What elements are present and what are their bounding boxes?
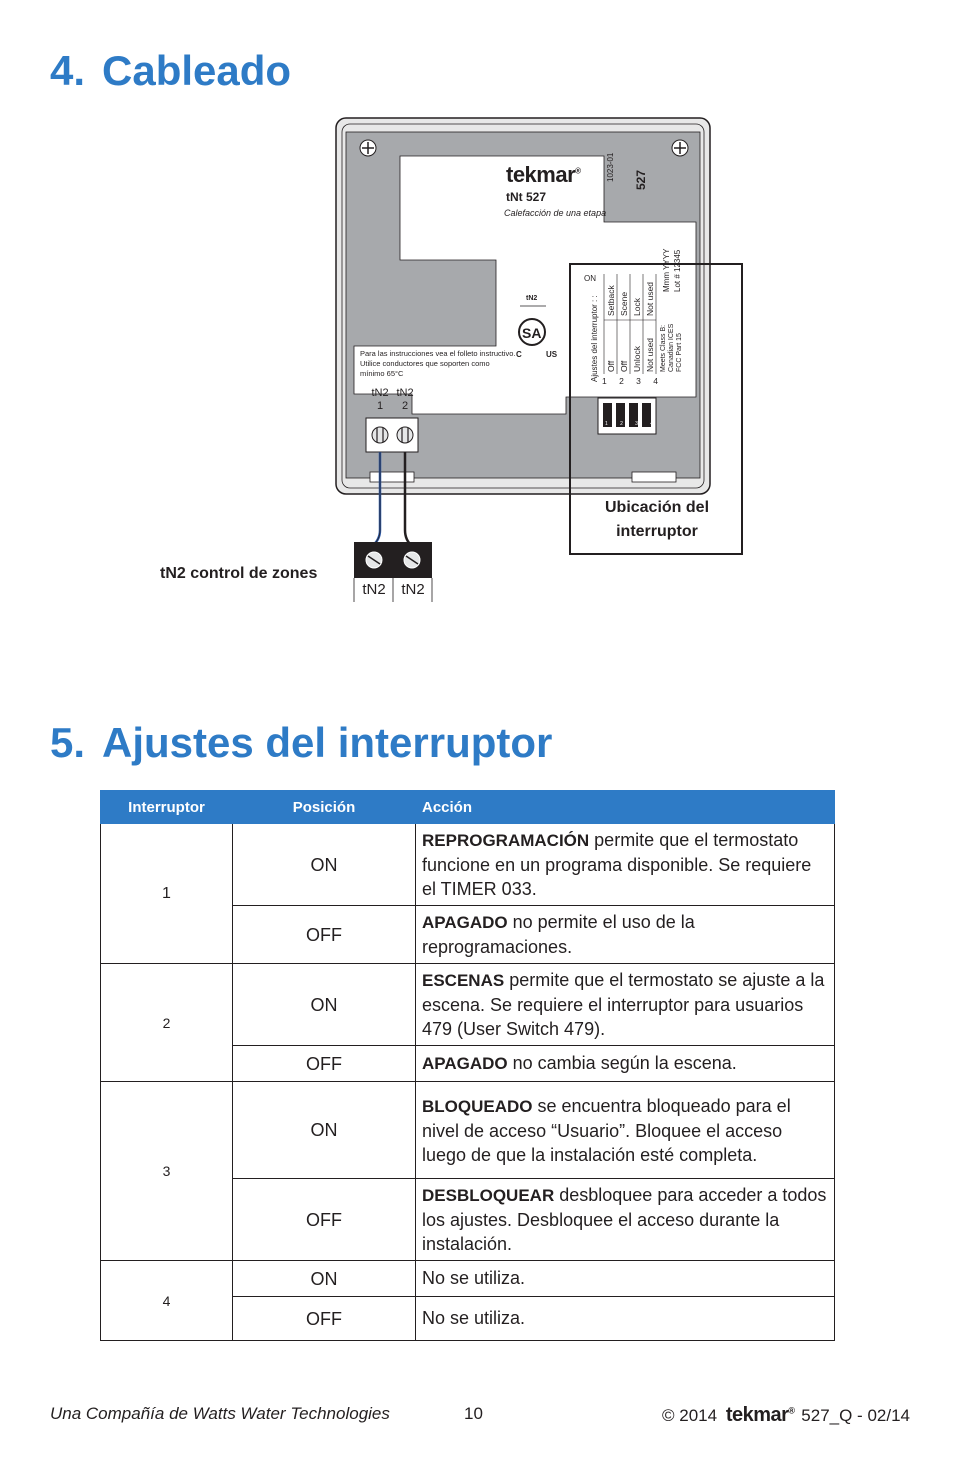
terminal-2-label: tN2 2 xyxy=(396,387,414,412)
zone-terminal-1-label: tN2 xyxy=(362,581,386,598)
position-cell: OFF xyxy=(233,906,416,964)
section-number: 5. xyxy=(50,719,86,766)
brand-logo: tekmar® xyxy=(725,1404,795,1426)
position-cell: ON xyxy=(233,964,416,1046)
switch-cell: 3 xyxy=(101,1082,233,1261)
section-5-heading xyxy=(50,719,553,766)
header-action: Acción xyxy=(416,791,835,824)
terminal-1-label: tN2 1 xyxy=(371,387,389,412)
section-title: Ajustes del interruptor xyxy=(102,719,553,766)
dip-on-label-4: Not used xyxy=(645,281,655,316)
action-cell: ESCENAS permite que el termostato se ajuste a la escena. Se requiere el interruptor para usuarios 479 (User Switch 479). xyxy=(416,964,835,1046)
header-switch: Interruptor xyxy=(101,791,233,824)
zone-terminal-2-label: tN2 xyxy=(401,581,425,598)
position-cell: OFF xyxy=(233,1046,416,1082)
brand-logo: tekmar® xyxy=(506,162,581,187)
csa-logo-icon xyxy=(519,319,545,345)
section-title: Cableado xyxy=(102,47,292,94)
code-label: 1023-01 xyxy=(606,152,615,182)
action-cell: No se utiliza. xyxy=(416,1297,835,1341)
action-cell: BLOQUEADO se encuentra bloqueado para el nivel de acceso “Usuario”. Bloquee el acceso luego de que la instalación esté completa. xyxy=(416,1082,835,1179)
dip-off-label-1: Off xyxy=(606,360,616,372)
table-row xyxy=(101,1261,835,1297)
position-cell: ON xyxy=(233,824,416,906)
table-header-row xyxy=(101,791,835,824)
dip-on-label-1: Setback xyxy=(606,285,616,316)
page-number: 10 xyxy=(464,1404,483,1423)
date-label: Mmm YYYY xyxy=(662,248,671,292)
action-cell: APAGADO no cambia según la escena. xyxy=(416,1046,835,1082)
action-cell: DESBLOQUEAR desbloquee para acceder a todos los ajustes. Desbloquee el acceso durante la instalación. xyxy=(416,1179,835,1261)
instruction-text: Para las instrucciones vea el folleto instructivo. Utilice conductores que soporten como mínimo 65°C xyxy=(360,349,516,378)
section-number: 4. xyxy=(50,47,86,94)
lot-label: Lot # 12345 xyxy=(673,249,682,292)
cert-c: C xyxy=(516,350,522,359)
position-cell: OFF xyxy=(233,1297,416,1341)
position-cell: ON xyxy=(233,1261,416,1297)
dip-off-label-3: Unlock xyxy=(632,346,642,372)
svg-text:SA: SA xyxy=(522,325,542,341)
company-text: Una Compañía de Watts Water Technologies xyxy=(50,1404,390,1423)
dip-numbers: 1 2 3 4 xyxy=(602,376,658,386)
action-cell: REPROGRAMACIÓN permite que el termostato funcione en un programa disponible. Se requiere el TIMER 033. xyxy=(416,824,835,906)
dip-on-label-2: Scene xyxy=(619,291,629,316)
table-row xyxy=(101,824,835,906)
dip-on-label-3: Lock xyxy=(632,298,642,316)
switch-cell: 1 xyxy=(101,824,233,964)
dip-axis-label: Ajustes del interruptor : : xyxy=(590,295,599,382)
switch-location-label: Ubicación del interruptor xyxy=(604,499,710,540)
dip-on-label: ON xyxy=(584,274,596,283)
table-row xyxy=(101,964,835,1046)
compliance-text: Meets Class B: Canadian ICES FCC Part 15 xyxy=(660,323,683,372)
zone-control-label: tN2 control de zones xyxy=(160,565,318,582)
table-row xyxy=(101,1082,835,1179)
switch-settings-table xyxy=(100,790,835,1341)
cert-us: US xyxy=(546,350,558,359)
tn2-tag: tN2 xyxy=(526,295,538,302)
copyright-text: © 2014 xyxy=(662,1406,718,1425)
dip-off-label-2: Off xyxy=(619,360,629,372)
switch-cell: 4 xyxy=(101,1261,233,1341)
section-4-heading xyxy=(50,47,292,94)
position-cell: OFF xyxy=(233,1179,416,1261)
subtitle-label: Calefacción de una etapa xyxy=(504,208,607,218)
footer-right xyxy=(662,1404,910,1427)
dip-switch-numbers: 1 2 3 4 xyxy=(605,421,653,427)
switch-cell: 2 xyxy=(101,964,233,1082)
header-position: Posición xyxy=(233,791,416,824)
wiring-diagram xyxy=(150,110,810,610)
code-number: 527 xyxy=(634,169,648,190)
doc-code: 527_Q - 02/14 xyxy=(801,1406,910,1425)
action-cell: APAGADO no permite el uso de la reprogramaciones. xyxy=(416,906,835,964)
dip-off-label-4: Not used xyxy=(645,337,655,372)
action-cell: No se utiliza. xyxy=(416,1261,835,1297)
page-footer xyxy=(50,1404,910,1430)
position-cell: ON xyxy=(233,1082,416,1179)
model-label: tNt 527 xyxy=(506,190,547,204)
